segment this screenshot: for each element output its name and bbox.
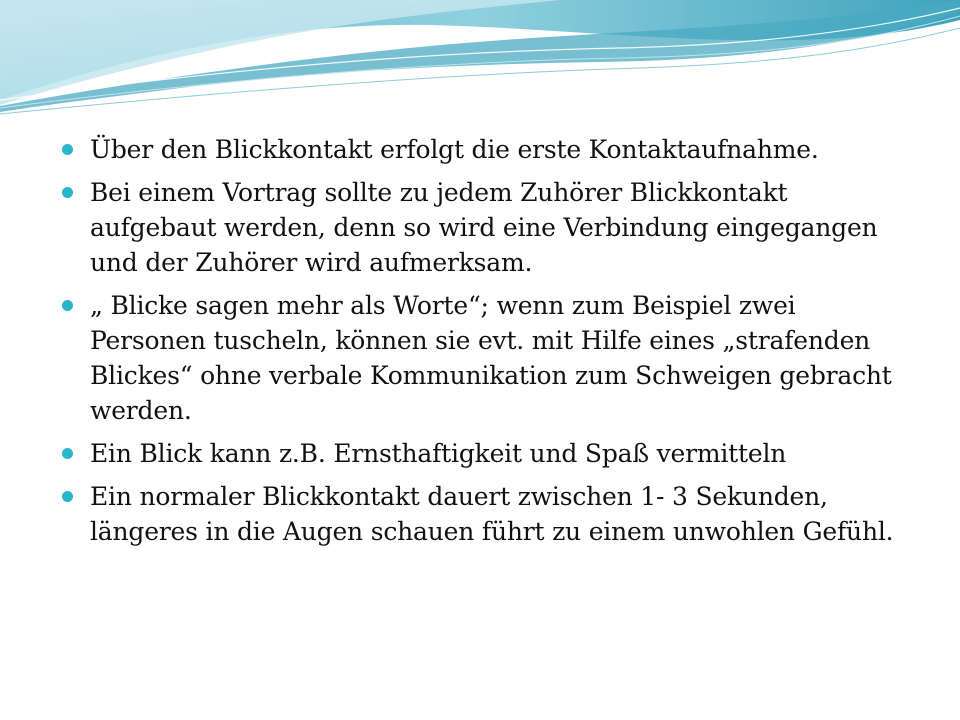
bullet-text: Ein Blick kann z.B. Ernsthaftigkeit und Spaß vermitteln (90, 439, 787, 468)
bullet-text: Bei einem Vortrag sollte zu jedem Zuhörer Blickkontakt aufgebaut werden, denn so wird eine Verbindung eingegangen und der Zuhörer wird aufmerksam. (90, 178, 878, 277)
bullet-text: Über den Blickkontakt erfolgt die erste Kontaktaufnahme. (90, 135, 819, 164)
bullet-item (62, 479, 902, 549)
bullet-item (62, 436, 902, 471)
bullet-dot-icon (62, 491, 73, 502)
bullet-text: „ Blicke sagen mehr als Worte“; wenn zum Beispiel zwei Personen tuscheln, können sie evt. mit Hilfe eines „strafenden Blickes“ ohne verbale Kommunikation zum Schweigen gebracht werden. (90, 291, 892, 425)
content-area (62, 132, 902, 557)
bullet-list (62, 132, 902, 549)
bullet-dot-icon (62, 300, 73, 311)
bullet-item (62, 175, 902, 280)
bullet-text: Ein normaler Blickkontakt dauert zwischen 1- 3 Sekunden, längeres in die Augen schauen führt zu einem unwohlen Gefühl. (90, 482, 894, 546)
bullet-dot-icon (62, 448, 73, 459)
bullet-item (62, 132, 902, 167)
decorative-wave-header (0, 0, 960, 130)
bullet-dot-icon (62, 144, 73, 155)
bullet-dot-icon (62, 187, 73, 198)
bullet-item (62, 288, 902, 428)
